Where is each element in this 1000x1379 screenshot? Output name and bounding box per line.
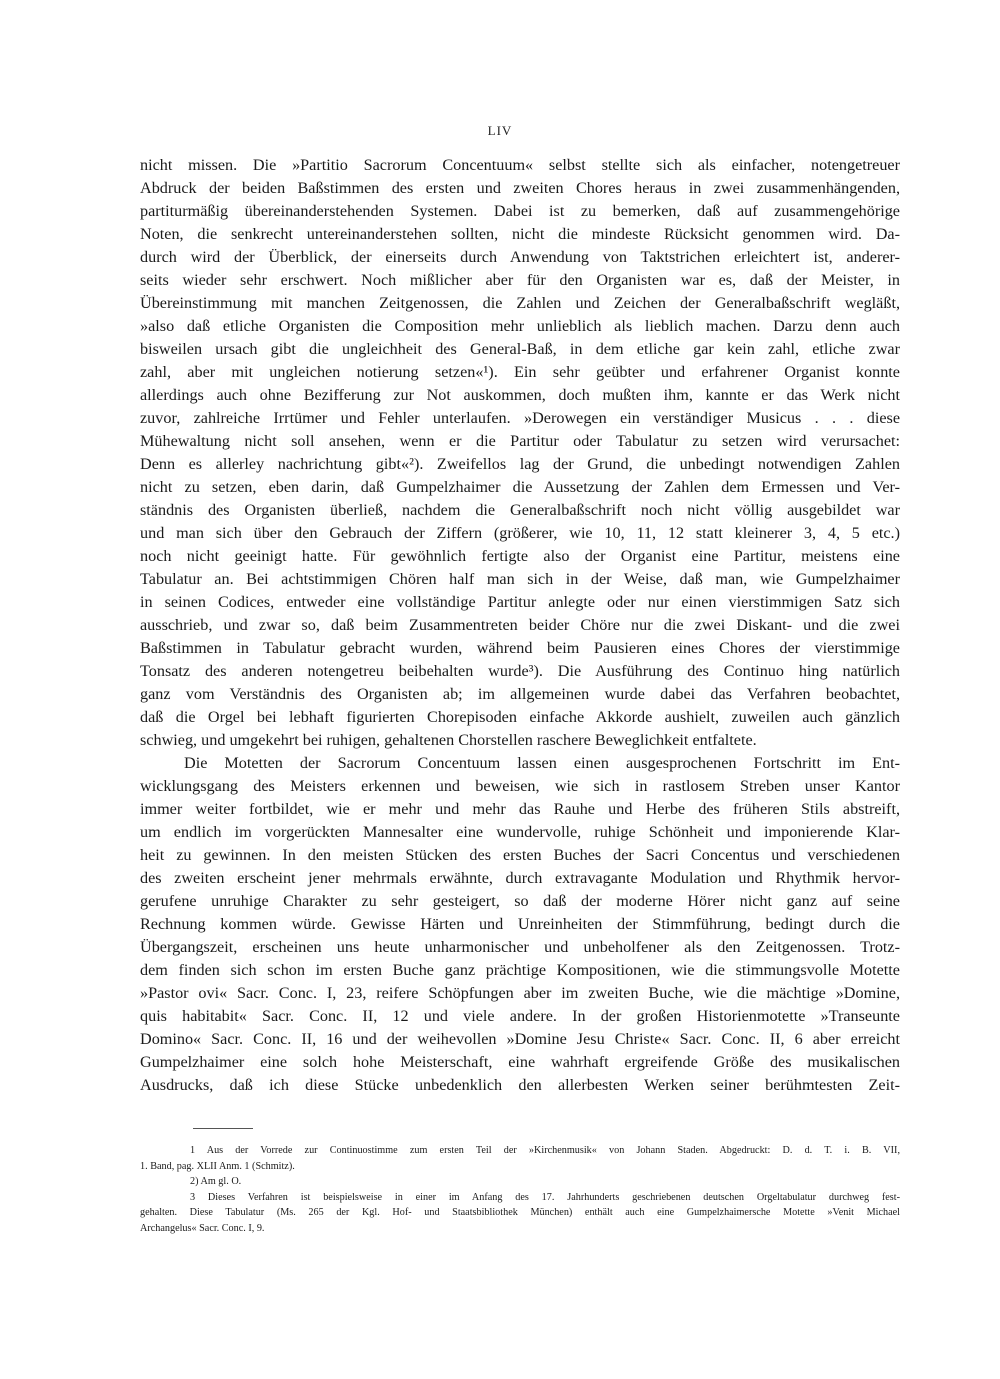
- text-line: um endlich im vorgerückten Mannesalter eine wundervolle, ruhige Schönheit und imponierende Klar-: [140, 823, 900, 841]
- text-line: heit zu gewinnen. In den meisten Stücken des ersten Buches der Sacri Concentus und verschiedenen: [140, 846, 900, 864]
- text-line: Domino« Sacr. Conc. II, 16 und der weihevollen »Domine Jesu Christe« Sacr. Conc. II, 6 aber erreicht: [140, 1030, 900, 1048]
- footnote-line: 2) Am gl. O.: [190, 1176, 242, 1187]
- text-line: Baßstimmen in Tabulatur gebracht wurden, während beim Pausieren eines Chores der vierstimmige: [140, 639, 900, 657]
- text-line: Übergangszeit, erscheinen uns heute unharmonischer und unbeholfener als den Zeitgenossen. Trotz-: [140, 938, 900, 956]
- text-line: Die Motetten der Sacrorum Concentuum lassen einen ausgesprochenen Fortschritt im Ent-: [184, 754, 900, 772]
- text-line: Noten, die senkrecht untereinanderstehen sollten, nicht die mindeste Rücksicht genommen wird. Da-: [140, 225, 900, 243]
- text-line: ständnis des Organisten überließ, nachdem die Generalbaßschrift noch nicht völlig ausgebildet war: [140, 501, 900, 519]
- footnote-separator: [193, 1128, 253, 1129]
- text-line: und man sich über den Gebrauch der Ziffern (größerer, wie 10, 11, 12 statt kleinerer 3, 4, 5 etc.): [140, 524, 900, 542]
- text-line: Abdruck der beiden Baßstimmen des ersten und zweiten Chores heraus in zwei zusammenhängenden,: [140, 179, 900, 197]
- text-line: »also daß etliche Organisten die Composition mehr unlieblich als lieblich machen. Darzu denn auch: [140, 317, 900, 335]
- text-line: partiturmäßig übereinanderstehenden Systemen. Dabei ist zu bemerken, daß auf zusammengehörige: [140, 202, 900, 220]
- text-line: bisweilen ursach gibt die ungleichheit des General-Baß, in dem etliche gar kein zahl, etliche zwar: [140, 340, 900, 358]
- text-line: nicht zu setzen, eben darin, daß Gumpelzhaimer die Aussetzung der Zahlen dem Ermessen und Ver-: [140, 478, 900, 496]
- text-line: noch nicht geeinigt hatte. Für gewöhnlich fertigte also der Organist eine Partitur, meistens eine: [140, 547, 900, 565]
- text-line: Ausdrucks, daß ich diese Stücke unbedenklich den allerbesten Werken seiner berühmtesten Zeit-: [140, 1076, 900, 1094]
- text-line: »Pastor ovi« Sacr. Conc. I, 23, reifere Schöpfungen aber im zweiten Buche, wie die mächtige »Domine,: [140, 984, 900, 1002]
- footnote-line: gehalten. Diese Tabulatur (Ms. 265 der Kgl. Hof- und Staatsbibliothek München) enthält auch eine Gumpelzhaimersche Motette »Venit Michael: [140, 1207, 900, 1218]
- text-line: Mühewaltung nicht soll ansehen, wenn er die Partitur oder Tabulatur zu setzen wird verursachet:: [140, 432, 900, 450]
- text-line: des zweiten erscheint jener mehrmals erwähnte, durch extravagante Modulation und Rhythmik hervor-: [140, 869, 900, 887]
- footnotes: [140, 1143, 900, 1236]
- text-line: immer weiter fortbildet, wie er mehr und mehr das Rauhe und Herbe des früheren Stils abstreift,: [140, 800, 900, 818]
- text-line: in seinen Codices, entweder eine vollständige Partitur anlegte oder nur einen vierstimmigen Satz sich: [140, 593, 900, 611]
- text-line: Übereinstimmung mit manchen Zeitgenossen, die Zahlen und Zeichen der Generalbaßschrift wegläßt,: [140, 294, 900, 312]
- text-line: ganz vom Verständnis des Organisten ab; im allgemeinen wurde dabei das Verfahren beobachtet,: [140, 685, 900, 703]
- body-text: [140, 154, 900, 1097]
- text-line: zahl, aber mit ungleichen notierung setzen«¹). Ein sehr geübter und erfahrener Organist konnte: [140, 363, 900, 381]
- footnote-line: 1. Band, pag. XLII Anm. 1 (Schmitz).: [140, 1160, 295, 1172]
- footnote-line: 1 Aus der Vorrede zur Continuostimme zum ersten Teil der »Kirchenmusik« von Johann Staden. Abgedruckt: D. d. T. i. B. VII,: [190, 1145, 900, 1156]
- text-line: durch wird der Überblick, der einerseits durch Anwendung von Taktstrichen erleichtert ist, anderer-: [140, 248, 900, 266]
- text-line: Rechnung kommen würde. Gewisse Härten und Unreinheiten der Stimmführung, bedingt durch die: [140, 915, 900, 933]
- text-line: Denn es allerley nachrichtung gibt«²). Zweifellos lag der Grund, die unbedingt notwendigen Zahlen: [140, 455, 900, 473]
- text-line: nicht missen. Die »Partitio Sacrorum Concentuum« selbst stellte sich als einfacher, notengetreuer: [140, 156, 900, 174]
- footnote-line: Archangelus« Sacr. Conc. I, 9.: [140, 1222, 265, 1234]
- text-line: Tonsatz des anderen notengetreu beibehalten wurde³). Die Ausführung des Continuo hing natürlich: [140, 662, 900, 680]
- text-line: Gumpelzhaimer eine solch hohe Meisterschaft, eine wahrhaft ergreifende Größe des musikalischen: [140, 1053, 900, 1071]
- page-number: LIV: [487, 123, 513, 138]
- footnote-line: 3 Dieses Verfahren ist beispielsweise in einer im Anfang des 17. Jahrhunderts geschriebenen deutschen Orgeltabulatur durchweg fest-: [190, 1191, 900, 1203]
- text-line: wicklungsgang des Meisters erkennen und beweisen, wie sich in rastlosem Streben unser Kantor: [140, 777, 900, 795]
- text-line: dem finden sich schon im ersten Buche ganz prächtige Kompositionen, wie die stimmungsvolle Motette: [140, 961, 900, 979]
- text-line: zuvor, zahlreiche Irrtümer und Fehler unterlaufen. »Derowegen ein verständiger Musicus . . . diese: [140, 409, 900, 427]
- text-line: quis habitabit« Sacr. Conc. II, 12 und viele andere. In der großen Historienmotette »Transeunte: [140, 1007, 900, 1025]
- text-line: allerdings auch ohne Bezifferung zur Not auskommen, doch mußten ihm, kannte er das Werk nicht: [140, 386, 900, 404]
- text-line: schwieg, und umgekehrt bei ruhigen, gehaltenen Chorstellen raschere Beweglichkeit entfaltete.: [140, 731, 757, 749]
- text-line: Tabulatur an. Bei achtstimmigen Chören half man sich in der Weise, daß man, wie Gumpelzhaimer: [140, 570, 900, 588]
- text-line: gerufene unruhige Charakter zu sehr gesteigert, so daß der moderne Hörer nicht ganz auf seine: [140, 892, 900, 910]
- text-line: seits wieder sehr erschwert. Noch mißlicher aber für den Organisten war es, daß der Meister, in: [140, 271, 900, 289]
- text-line: daß die Orgel bei lebhaft figurierten Chorepisoden einfache Akkorde aushielt, zuweilen auch gänzlich: [140, 708, 900, 726]
- text-line: ausschrieb, und zwar so, daß beim Zusammentreten beider Chöre nur die zwei Diskant- und die zwei: [140, 616, 900, 634]
